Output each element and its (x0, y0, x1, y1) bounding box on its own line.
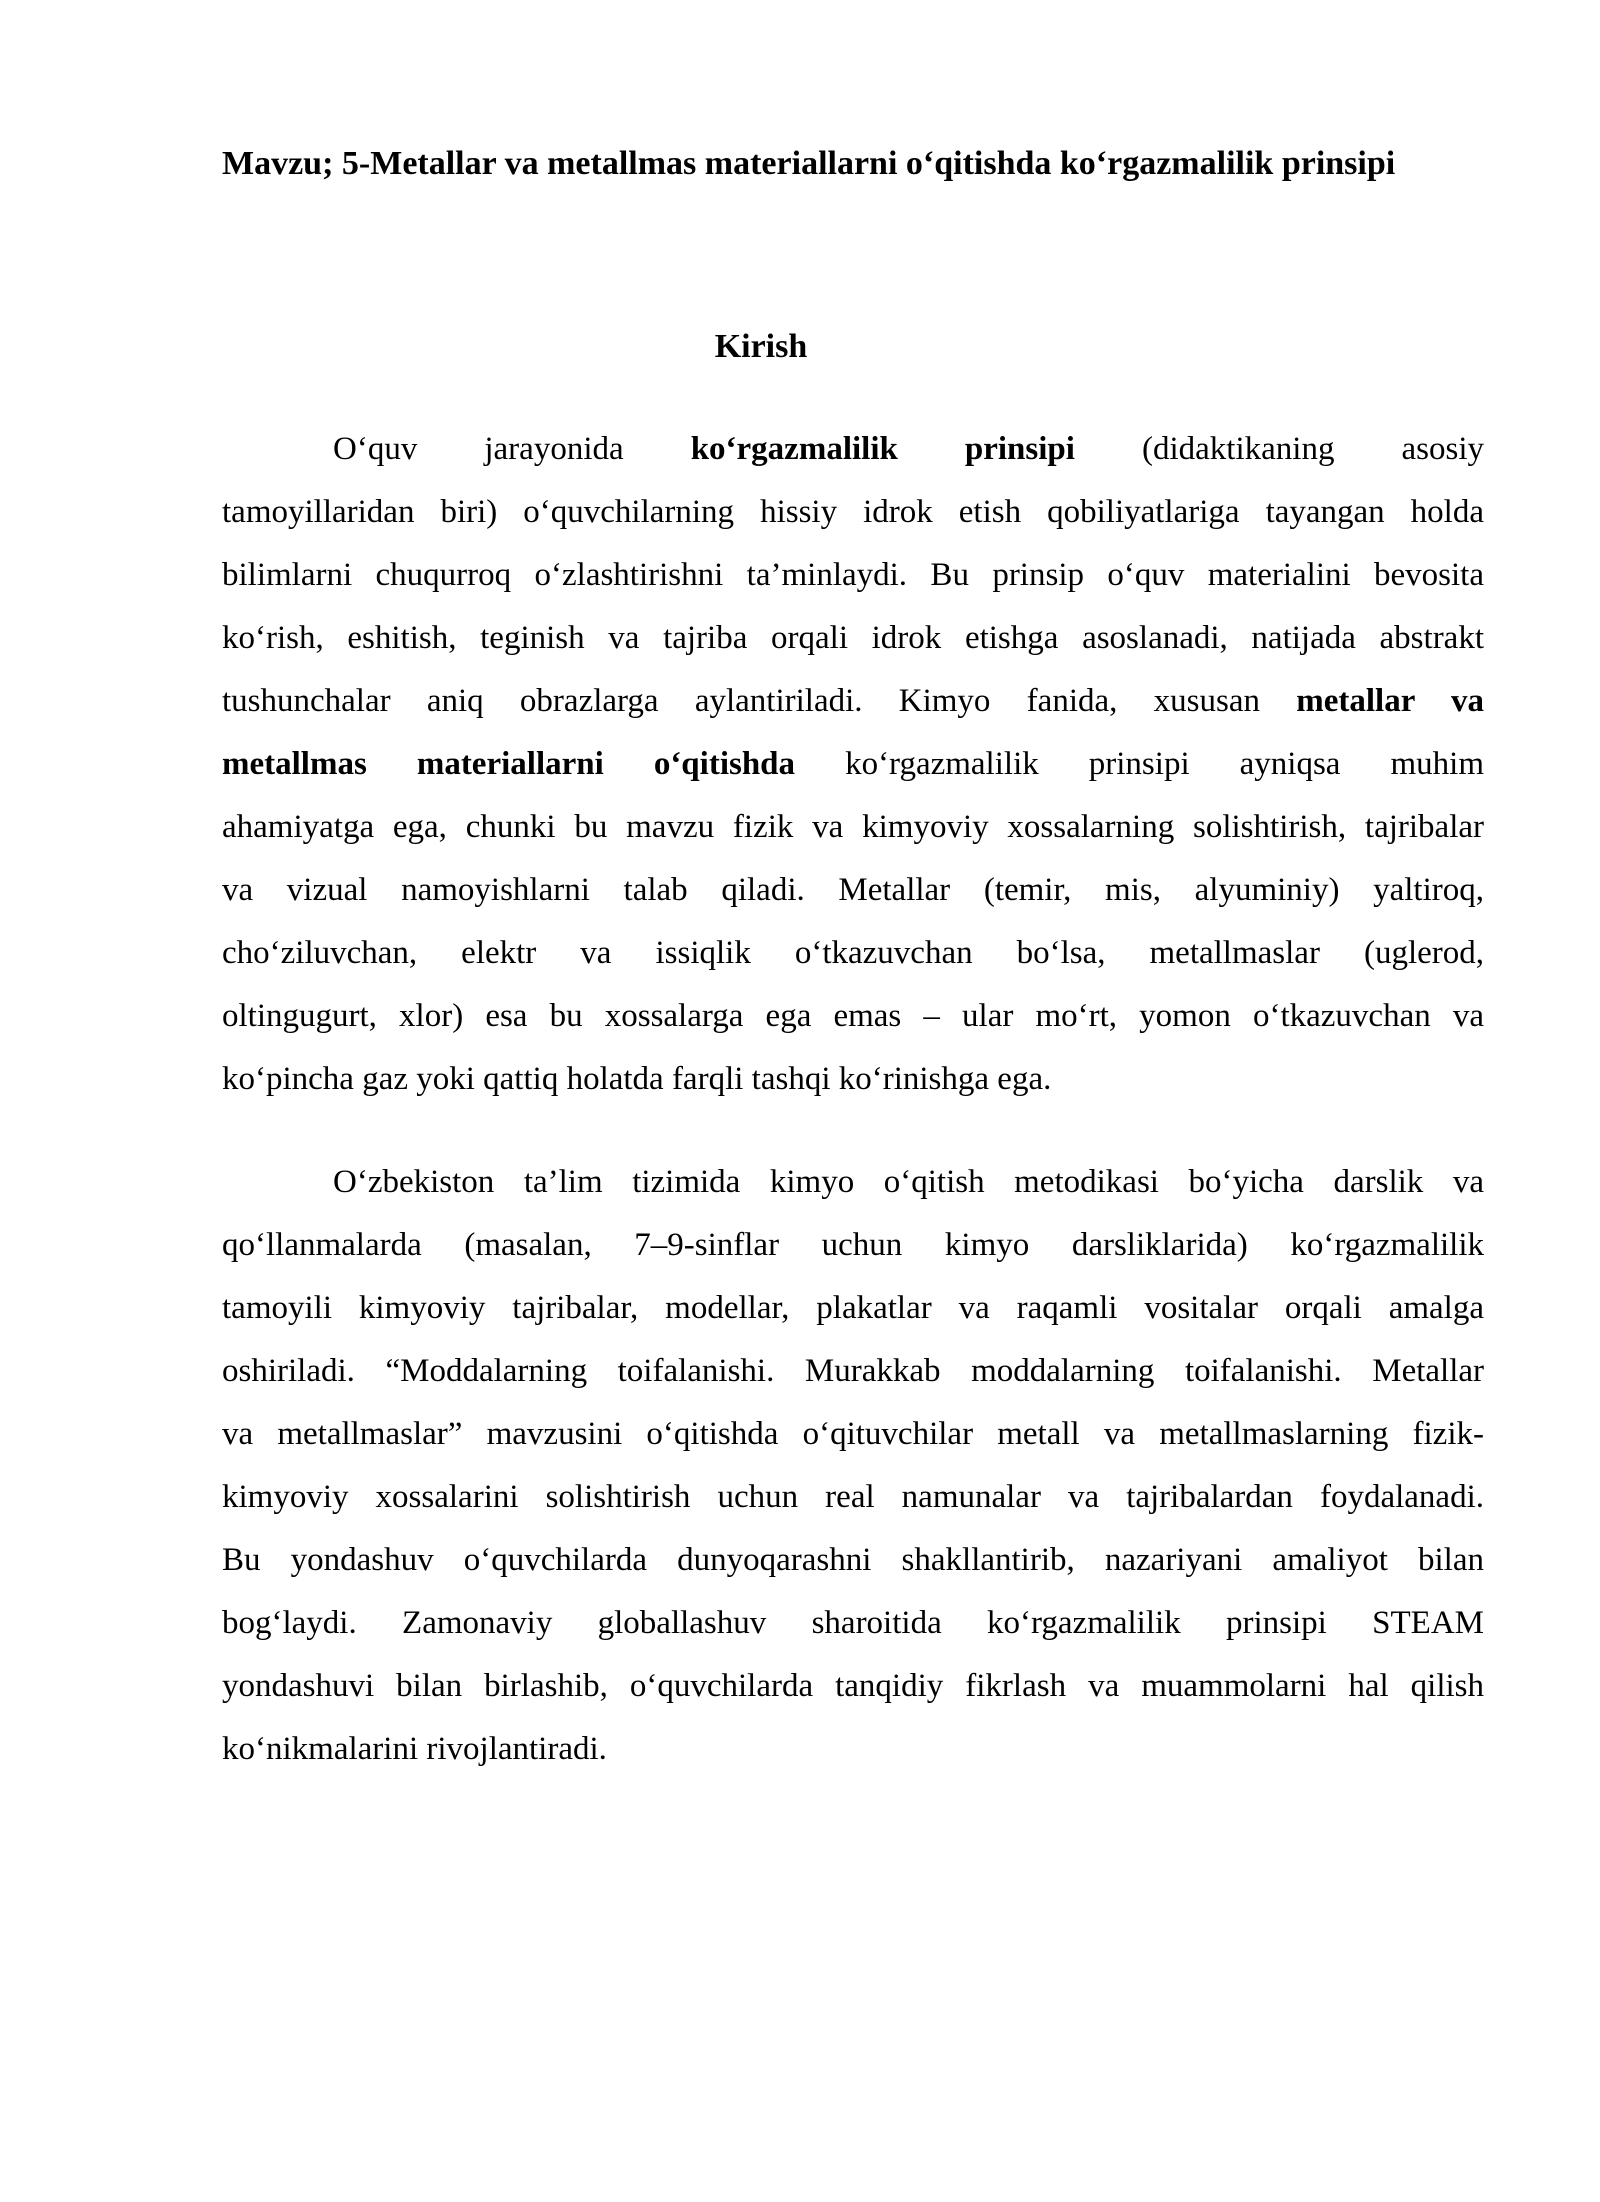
text-line (222, 1592, 1484, 1655)
text-line (222, 670, 1484, 733)
text-run: ahamiyatga ega, chunki bu mavzu fizik va kimyoviy xossalarning solishtirish, tajribalar (222, 809, 1484, 845)
text-line (222, 1277, 1484, 1340)
bold-text-run: metallar va (1296, 683, 1484, 719)
text-line (222, 985, 1484, 1048)
text-run: ko‘pincha gaz yoki qattiq holatda farqli tashqi ko‘rinishga ega. (222, 1061, 1052, 1097)
text-line (222, 1340, 1484, 1403)
text-line (222, 1214, 1484, 1277)
text-line (222, 607, 1484, 670)
text-run: O‘zbekiston ta’lim tizimida kimyo o‘qitish metodikasi bo‘yicha darslik va (333, 1164, 1484, 1200)
text-line (222, 418, 1484, 481)
text-run: tamoyili kimyoviy tajribalar, modellar, plakatlar va raqamli vositalar orqali amalga (222, 1290, 1484, 1326)
text-run: ko‘nikmalarini rivojlantiradi. (222, 1731, 607, 1767)
text-line (222, 481, 1484, 544)
bold-text-run: metallmas materiallarni o‘qitishda (222, 746, 796, 782)
text-run: tushunchalar aniq obrazlarga aylantiriladi. Kimyo fanida, xususan (222, 683, 1297, 719)
text-run: (didaktikaning asosiy (1074, 431, 1484, 467)
text-line (222, 1529, 1484, 1592)
text-line (222, 544, 1484, 607)
section-heading-kirish: Kirish (714, 328, 808, 365)
text-run: O‘quv jarayonida (333, 431, 691, 467)
document-page (0, 132, 1600, 2202)
text-run: qo‘llanmalarda (masalan, 7–9-sinflar uchun kimyo darsliklarida) ko‘rgazmalilik (222, 1227, 1484, 1263)
text-run: oltingugurt, xlor) esa bu xossalarga ega emas – ular mo‘rt, yomon o‘tkazuvchan va (222, 998, 1484, 1034)
text-run: ko‘rgazmalilik prinsipi ayniqsa muhim (795, 746, 1484, 782)
document-body (222, 418, 1484, 1781)
text-run: Bu yondashuv o‘quvchilarda dunyoqarashni shakllantirib, nazariyani amaliyot bilan (222, 1542, 1484, 1578)
text-line (222, 1151, 1484, 1214)
paragraph (222, 418, 1484, 1111)
text-run: cho‘ziluvchan, elektr va issiqlik o‘tkazuvchan bo‘lsa, metallmaslar (uglerod, (222, 935, 1484, 971)
text-line (222, 922, 1484, 985)
text-line (222, 796, 1484, 859)
text-run: bog‘laydi. Zamonaviy globallashuv sharoitida ko‘rgazmalilik prinsipi STEAM (222, 1605, 1484, 1641)
text-run: va metallmaslar” mavzusini o‘qitishda o‘qituvchilar metall va metallmaslarning fizik- (222, 1416, 1484, 1452)
text-run: oshiriladi. “Moddalarning toifalanishi. Murakkab moddalarning toifalanishi. Metallar (222, 1353, 1484, 1389)
text-run: va vizual namoyishlarni talab qiladi. Metallar (temir, mis, alyuminiy) yaltiroq, (222, 872, 1484, 908)
text-line (222, 1466, 1484, 1529)
text-run: ko‘rish, eshitish, teginish va tajriba orqali idrok etishga asoslanadi, natijada abstrakt (222, 620, 1484, 656)
text-line (222, 1718, 1484, 1781)
text-run: tamoyillaridan biri) o‘quvchilarning hissiy idrok etish qobiliyatlariga tayangan holda (222, 494, 1484, 530)
paragraph (222, 1151, 1484, 1781)
text-line (222, 1048, 1484, 1111)
text-line (222, 859, 1484, 922)
text-line (222, 733, 1484, 796)
text-run: kimyoviy xossalarini solishtirish uchun real namunalar va tajribalardan foydalanadi. (222, 1479, 1484, 1515)
text-line (222, 1655, 1484, 1718)
text-run: bilimlarni chuqurroq o‘zlashtirishni ta’minlaydi. Bu prinsip o‘quv materialini bevosita (222, 557, 1484, 593)
bold-text-run: ko‘rgazmalilik prinsipi (690, 431, 1075, 467)
text-run: yondashuvi bilan birlashib, o‘quvchilarda tanqidiy fikrlash va muammolarni hal qilish (222, 1668, 1484, 1704)
text-line (222, 1403, 1484, 1466)
document-title: Mavzu; 5-Metallar va metallmas materiallarni o‘qitishda ko‘rgazmalilik prinsipi (222, 145, 1396, 182)
